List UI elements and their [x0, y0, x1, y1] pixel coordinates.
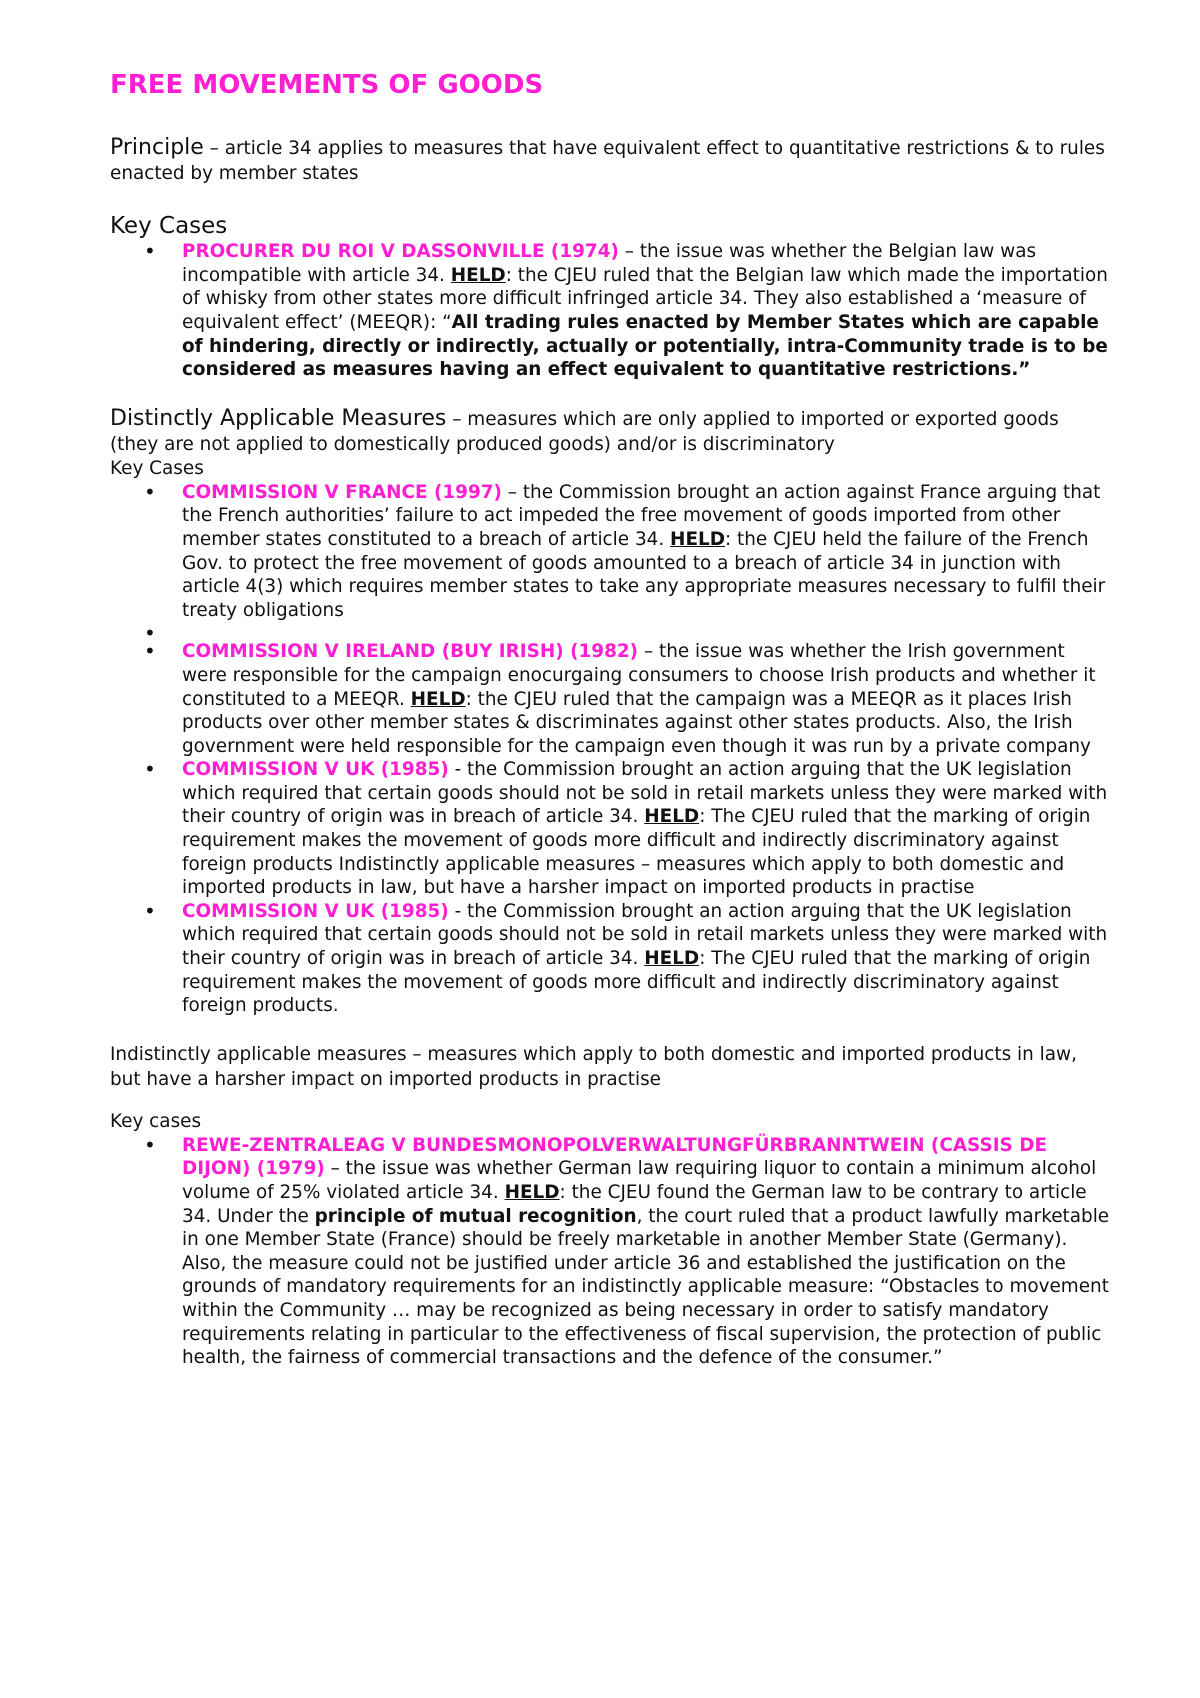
case-text: – the issue was whether German law requiring liquor to contain a minimum alcohol volume of 25% violated article 34.	[182, 1158, 1097, 1203]
case-text: : the CJEU found the German law to be contrary to article 34. Under the	[182, 1182, 1087, 1227]
case-text: - the Commission brought an action arguing that the UK legislation which required that certain goods should not be sold in retail markets unless they were marked with their country of origin was in breach of article 34.	[182, 759, 1108, 828]
indistinct-paragraph: Indistinctly applicable measures – measures which apply to both domestic and imported products in law, but have a harsher impact on imported products in practise	[110, 1043, 1077, 1090]
list-item	[182, 640, 1110, 758]
case-text: – the Commission brought an action against France arguing that the French authorities’ failure to act impeded the free movement of goods imported from other member states constituted to a breach of article 34.	[182, 481, 1101, 550]
distinct-text: – measures which are only applied to imported or exported goods (they are not applied to domestically produced goods) and/or is discriminatory	[110, 408, 1059, 455]
held-label: HELD	[670, 528, 725, 550]
case-text: : the CJEU ruled that the Belgian law which made the importation of whisky from other states more difficult infringed article 34. They also established a ‘measure of equivalent effect’ (MEEQR): “	[182, 264, 1108, 333]
indistinct-cases-list	[110, 1134, 1110, 1370]
distinct-cases-list	[110, 481, 1110, 1018]
meeqr-quote: All trading rules enacted by Member States which are capable of hindering, directly or indirectly, actually or potentially, intra-Community trade is to be considered as measures having an effect equivalent to quantitative restrictions.”	[182, 311, 1108, 381]
principle-heading: Principle	[110, 135, 204, 161]
key-cases-list	[110, 240, 1110, 382]
held-label: HELD	[450, 264, 506, 286]
principle-paragraph	[110, 135, 1110, 186]
held-label: HELD	[410, 688, 466, 710]
case-name: PROCURER DU ROI V DASSONVILLE (1974)	[182, 241, 619, 263]
case-text: – the issue was whether the Irish government were responsible for the campaign enocurgaing consumers to choose Irish products and whether it constituted to a MEEQR.	[182, 641, 1096, 710]
case-text: : the CJEU held the failure of the French Gov. to protect the free movement of goods amounted to a breach of article 34 in junction with article 4(3) which requires member states to take any appropriate measures necessary to fulfil their treaty obligations	[182, 528, 1106, 621]
case-text: – the issue was whether the Belgian law was incompatible with article 34.	[182, 241, 1037, 286]
held-label: HELD	[504, 1182, 560, 1203]
spacer	[182, 622, 1110, 640]
case-text: , the court ruled that a product lawfully marketable in one Member State (France) should be freely marketable in another Member State (Germany). Also, the measure could not be justified under article 36 and established the justification on the grounds of mandatory requirements for an indistinctly applicable measure: “Obstacles to movement within the Community … may be recognized as being necessary in order to satisfy mandatory requirements relating in particular to the effectiveness of fiscal supervision, the protection of public health, the fairness of commercial transactions and the defence of the consumer.”	[182, 1205, 1110, 1369]
case-text: - the Commission brought an action arguing that the UK legislation which required that certain goods should not be sold in retail markets unless they were marked with their country of origin was in breach of article 34.	[182, 900, 1108, 970]
held-label: HELD	[644, 806, 700, 828]
list-item	[182, 481, 1110, 623]
mutual-recognition-term: principle of mutual recognition	[314, 1205, 637, 1227]
key-cases-heading: Key Cases	[110, 213, 228, 240]
document-title: FREE MOVEMENTS OF GOODS	[110, 70, 544, 100]
case-text: : The CJEU ruled that the marking of origin requirement makes the movement of goods more difficult and indirectly discriminatory against foreign products.	[182, 948, 1091, 1017]
case-text: : the CJEU ruled that the campaign was a MEEQR as it places Irish products over other member states & discriminates against other states products. Also, the Irish government were held responsible for the campaign even though it was run by a private company	[182, 688, 1091, 757]
list-item	[182, 240, 1110, 382]
case-name: COMMISSION V IRELAND (BUY IRISH) (1982)	[182, 641, 639, 663]
document-body	[110, 70, 1110, 1370]
held-label: HELD	[644, 948, 700, 970]
case-name: COMMISSION V UK (1985)	[182, 759, 449, 781]
case-name: COMMISSION V FRANCE (1997)	[182, 481, 502, 503]
case-text: : The CJEU ruled that the marking of origin requirement makes the movement of goods more difficult and indirectly discriminatory against foreign products Indistinctly applicable measures – measures which apply to both domestic and imported products in law, but have a harsher impact on imported products in practise	[182, 806, 1091, 899]
distinct-heading: Distinctly Applicable Measures	[110, 405, 447, 431]
case-name: COMMISSION V UK (1985)	[182, 900, 449, 922]
indistinct-key-cases-label: Key cases	[110, 1110, 202, 1132]
list-item	[182, 758, 1110, 900]
list-item	[182, 900, 1110, 1018]
list-item	[182, 1134, 1110, 1370]
principle-text: – article 34 applies to measures that have equivalent effect to quantitative restrictions & to rules enacted by member states	[110, 138, 1105, 185]
distinct-paragraph	[110, 406, 1110, 457]
distinct-key-cases-label: Key Cases	[110, 457, 204, 479]
case-name: REWE-ZENTRALEAG V BUNDESMONOPOLVERWALTUNGFÜRBRANNTWEIN (CASSIS DE DIJON) (1979)	[182, 1134, 1048, 1180]
